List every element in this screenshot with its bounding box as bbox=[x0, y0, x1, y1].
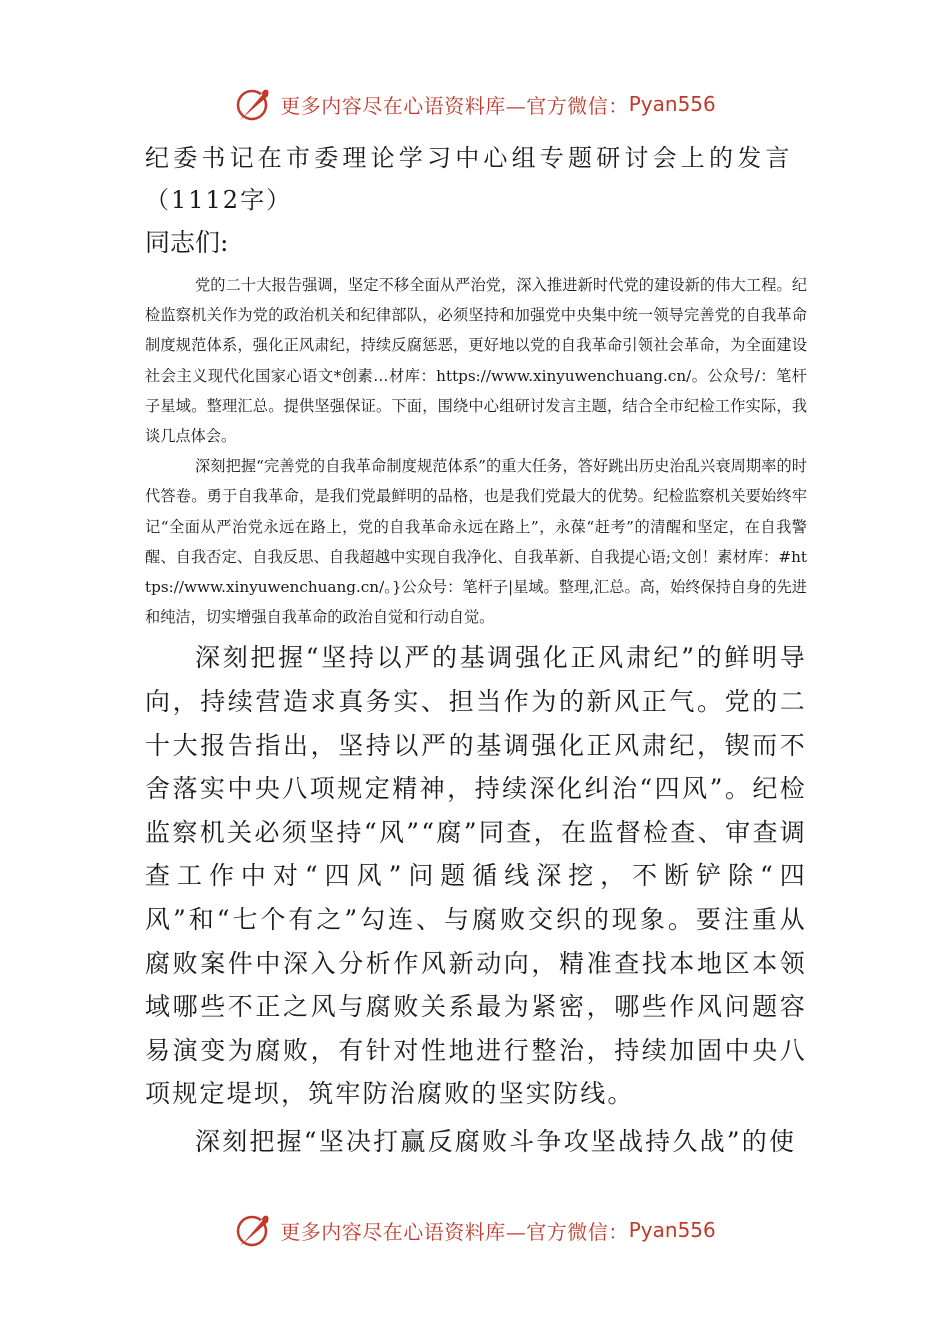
footer-banner-wechat-id: Pyan556 bbox=[628, 1218, 716, 1242]
word-count: （1112字） bbox=[145, 186, 293, 214]
quill-logo-icon bbox=[234, 1210, 274, 1250]
footer-banner bbox=[0, 1208, 950, 1252]
paragraph-small-1: 党的二十大报告强调，坚定不移全面从严治党，深入推进新时代党的建设新的伟大工程。纪检监察机关作为党的政治机关和纪律部队，必须坚持和加强党中央集中统一领导完善党的自我革命制度规范体系，强化正风肃纪，持续反腐惩恶，更好地以党的自我革命引领社会革命，为全面建设社会主义现代化国家心语文*创素…材库：https://www.xinyuwenchuang.cn/。公众号/：笔杆子星域。整理汇总。提供坚强保证。下面，围绕中心组研讨发言主题，结合全市纪检工作实际，我谈几点体会。 bbox=[145, 276, 807, 446]
quill-logo-icon bbox=[234, 84, 274, 124]
header-banner-wechat-id: Pyan556 bbox=[628, 92, 716, 116]
header-banner-text: 更多内容尽在心语资料库—官方微信： bbox=[280, 93, 629, 118]
paragraph-large-1: 深刻把握“坚持以严的基调强化正风肃纪”的鲜明导向，持续营造求真务实、担当作为的新风正气。党的二十大报告指出，坚持以严的基调强化正风肃纪，锲而不舍落实中央八项规定精神，持续深化纠治“四风”。纪检监察机关必须坚持“风”“腐”同查，在监督检查、审查调查工作中对“四风”问题循线深挖，不断铲除“四风”和“七个有之”勾连、与腐败交织的现象。要注重从腐败案件中深入分析作风新动向，精准查找本地区本领域哪些不正之风与腐败关系最为紧密，哪些作风问题容易演变为腐败，有针对性地进行整治，持续加固中央八项规定堤坝，筑牢防治腐败的坚实防线。 bbox=[145, 643, 807, 1109]
greeting: 同志们: bbox=[145, 228, 229, 257]
footer-banner-text: 更多内容尽在心语资料库—官方微信： bbox=[280, 1219, 629, 1244]
document-body bbox=[145, 136, 807, 1164]
header-banner bbox=[0, 82, 950, 126]
document-title: 纪委书记在市委理论学习中心组专题研讨会上的发言 bbox=[145, 144, 794, 172]
paragraph-small-2: 深刻把握“完善党的自我革命制度规范体系”的重大任务，答好跳出历史治乱兴衰周期率的时代答卷。勇于自我革命，是我们党最鲜明的品格，也是我们党最大的优势。纪检监察机关要始终牢记“全面从严治党永远在路上，党的自我革命永远在路上”，永葆“赶考”的清醒和坚定，在自我警醒、自我否定、自我反思、自我超越中实现自我净化、自我革新、自我提心语;文创！素材库：#https://www.xinyuwenchuang.cn/。}公众号：笔杆子|星域。整理,汇总。高，始终保持自身的先进和纯洁，切实增强自我革命的政治自觉和行动自觉。 bbox=[145, 457, 807, 627]
paragraph-large-2: 深刻把握“坚决打赢反腐败斗争攻坚战持久战”的使 bbox=[195, 1126, 797, 1156]
